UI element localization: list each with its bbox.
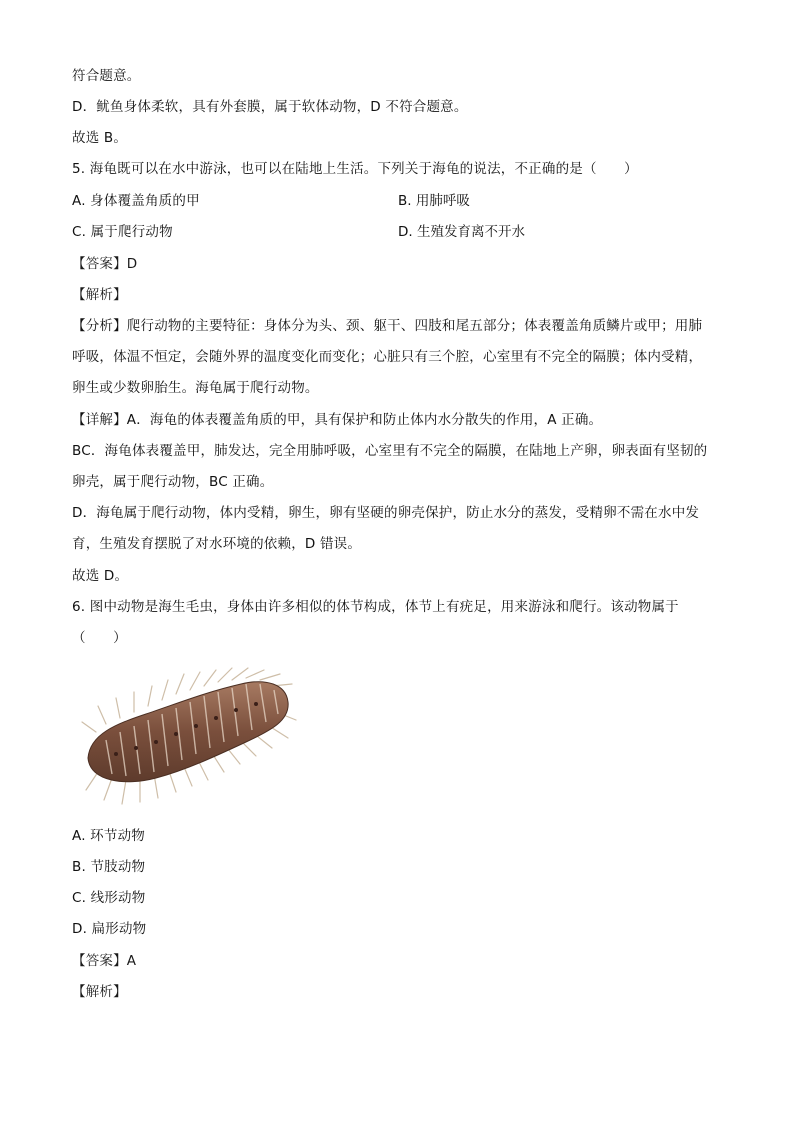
q5-detail-line: 【详解】A．海龟的体表覆盖角质的甲，具有保护和防止体内水分散失的作用，A 正确。	[72, 412, 603, 428]
q5-analysis-line: 呼吸，体温不恒定，会随外界的温度变化而变化；心脏只有三个腔，心室里有不完全的隔膜；体内受精，	[72, 349, 703, 365]
q5-detail-line: 卵壳，属于爬行动物，BC 正确。	[72, 474, 274, 490]
q6-option-d: D. 扁形动物	[72, 921, 147, 937]
text-line: 符合题意。	[72, 68, 141, 84]
question-5-stem: 5. 海龟既可以在水中游泳，也可以在陆地上生活。下列关于海龟的说法，不正确的是（ ）	[72, 161, 638, 177]
q5-detail-line: D．海龟属于爬行动物，体内受精，卵生，卵有坚硬的卵壳保护，防止水分的蒸发，受精卵不需在水中发	[72, 505, 700, 521]
q5-option-c: C. 属于爬行动物	[72, 224, 173, 240]
text-line: D．鱿鱼身体柔软，具有外套膜，属于软体动物，D 不符合题意。	[72, 99, 468, 115]
question-6-stem: 6. 图中动物是海生毛虫，身体由许多相似的体节构成，体节上有疣足，用来游泳和爬行。该动物属于	[72, 599, 679, 615]
q5-option-b: B. 用肺呼吸	[398, 193, 470, 209]
q6-option-b: B. 节肢动物	[72, 859, 146, 875]
q5-analysis-label: 【解析】	[72, 287, 127, 303]
q5-analysis-line: 卵生或少数卵胎生。海龟属于爬行动物。	[72, 380, 319, 396]
question-6-stem-blank: （ ）	[72, 630, 127, 646]
q5-detail-line: 育，生殖发育摆脱了对水环境的依赖，D 错误。	[72, 536, 362, 552]
q6-option-a: A. 环节动物	[72, 828, 145, 844]
q5-option-d: D. 生殖发育离不开水	[398, 224, 525, 240]
q5-option-a: A. 身体覆盖角质的甲	[72, 193, 200, 209]
q6-answer: 【答案】A	[72, 953, 137, 969]
sea-worm-image	[76, 662, 298, 810]
q6-option-c: C. 线形动物	[72, 890, 146, 906]
q5-answer: 【答案】D	[72, 256, 138, 272]
q6-analysis-label: 【解析】	[72, 984, 127, 1000]
q5-detail-line: 故选 D。	[72, 568, 129, 584]
q5-analysis-line: 【分析】爬行动物的主要特征：身体分为头、颈、躯干、四肢和尾五部分；体表覆盖角质鳞片或甲；用肺	[72, 318, 703, 334]
text-line: 故选 B。	[72, 130, 128, 146]
q5-detail-line: BC．海龟体表覆盖甲，肺发达，完全用肺呼吸，心室里有不完全的隔膜，在陆地上产卵，卵表面有坚韧的	[72, 443, 708, 459]
